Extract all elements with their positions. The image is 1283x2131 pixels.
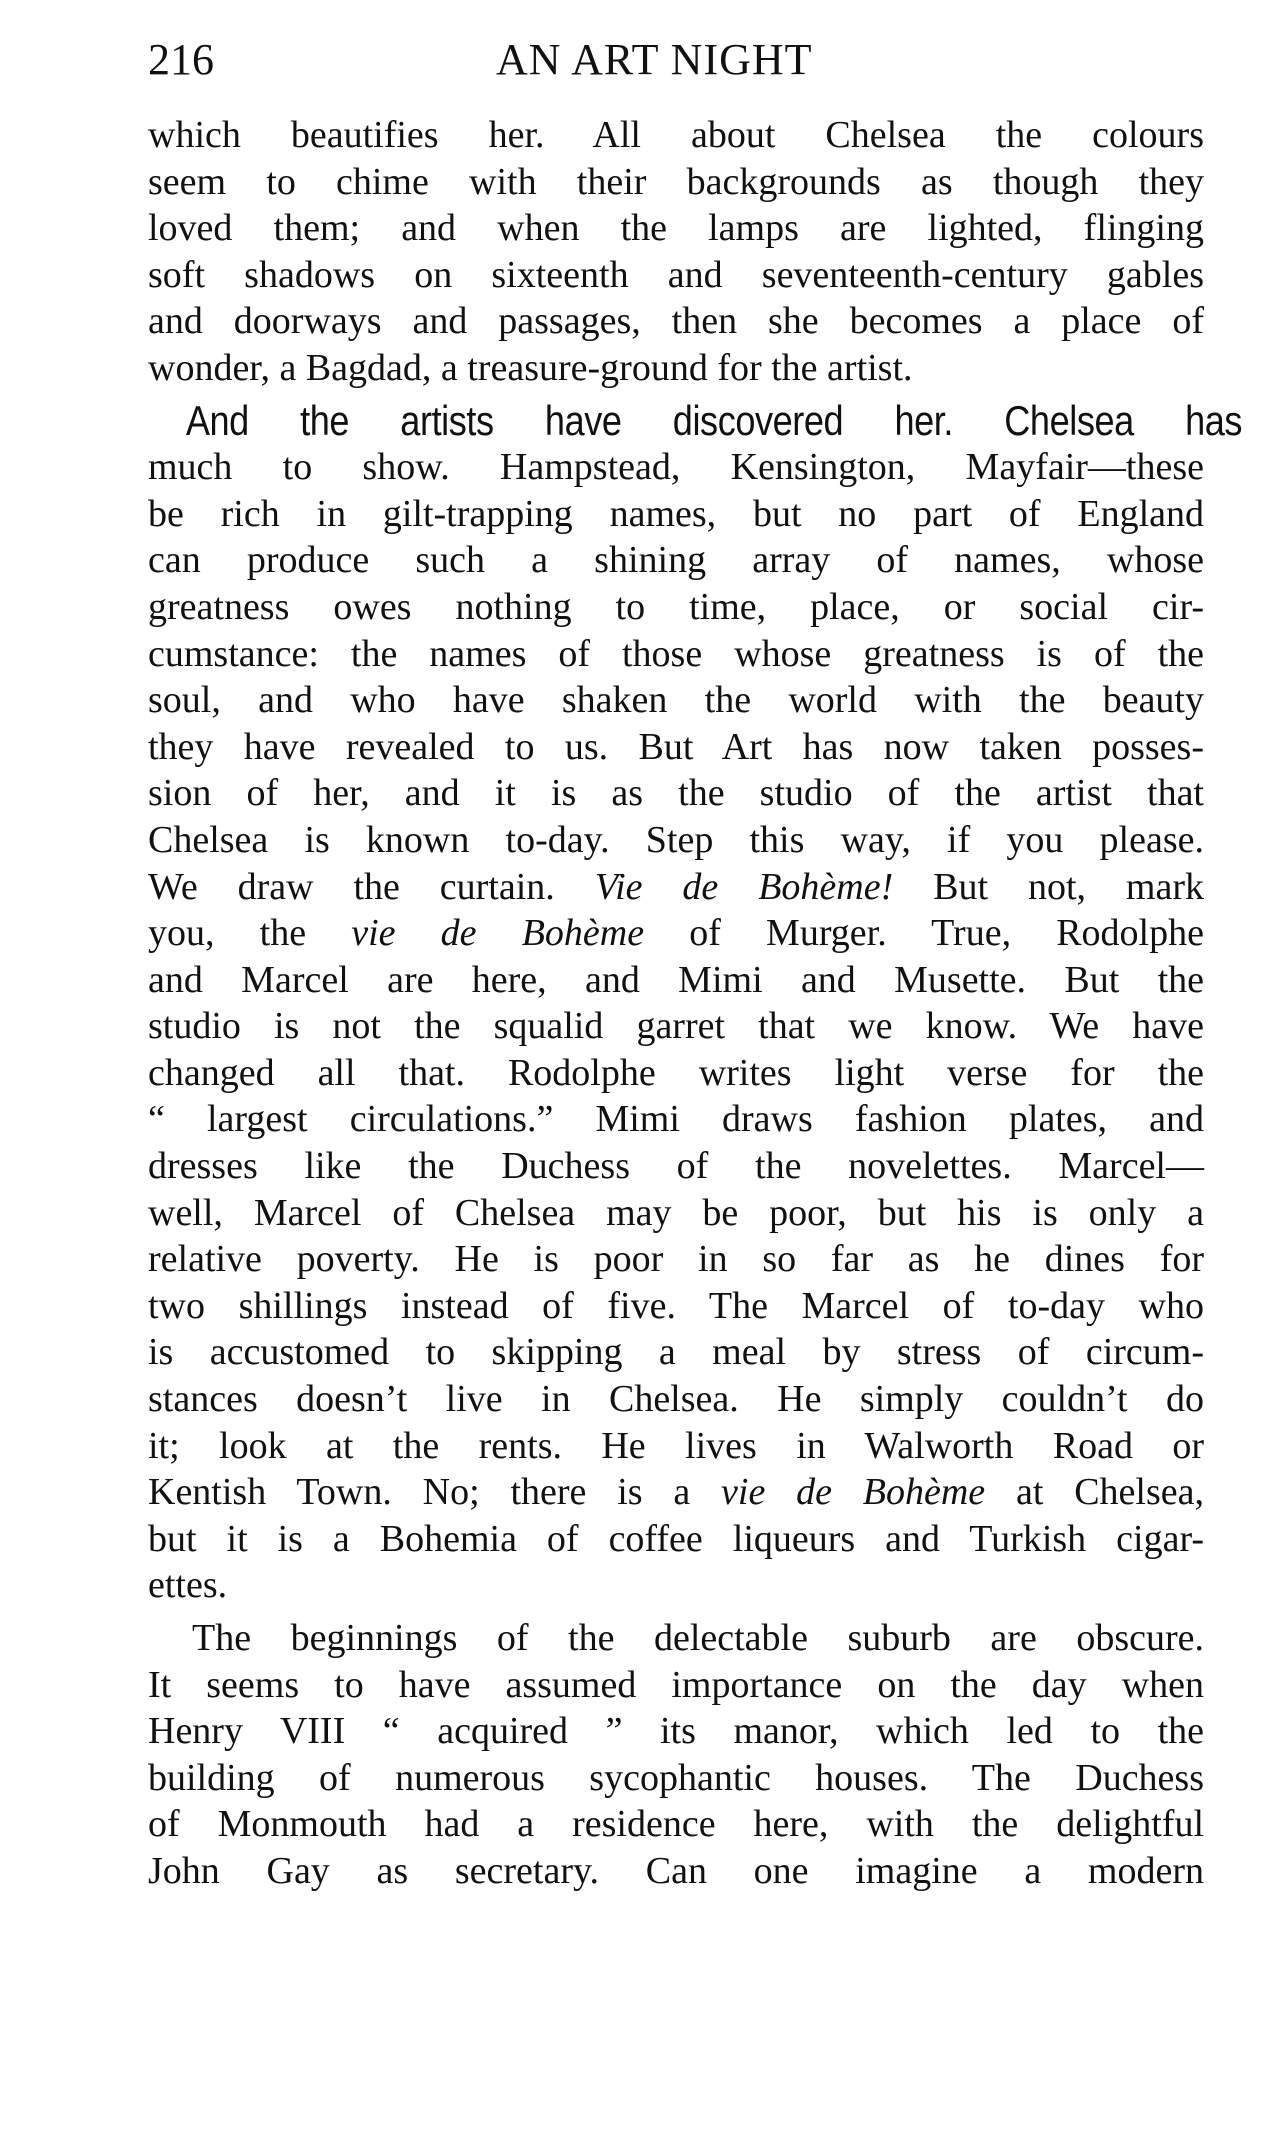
text-line: The beginnings of the delectable suburb are obscure.: [192, 1617, 1204, 1659]
text-run: But not, mark: [893, 865, 1205, 908]
text-line: is accustomed to skipping a meal by stress of circum-: [148, 1331, 1204, 1374]
page-number: 216: [148, 35, 214, 84]
text-line: well, Marcel of Chelsea may be poor, but his is only a: [148, 1191, 1204, 1234]
body-text: [148, 112, 1243, 1895]
text-line: be rich in gilt-trapping names, but no part of England: [148, 492, 1204, 535]
text-line: greatness owes nothing to time, place, or social cir-: [148, 585, 1204, 628]
text-line: but it is a Bohemia of coffee liqueurs and Turkish cigar-: [148, 1517, 1204, 1560]
text-line: sion of her, and it is as the studio of the artist that: [148, 772, 1204, 815]
text-line: “ largest circulations.” Mimi draws fashion plates, and: [148, 1098, 1204, 1141]
text-line: much to show. Hampstead, Kensington, Mayfair—these: [148, 446, 1204, 489]
text-line: relative poverty. He is poor in so far as he dines for: [148, 1238, 1204, 1281]
text-line: wonder, a Bagdad, a treasure-ground for the artist.: [148, 346, 913, 389]
text-line: studio is not the squalid garret that we know. We have: [148, 1005, 1204, 1048]
running-title: AN ART NIGHT: [496, 35, 813, 84]
text-run: you, the: [148, 912, 352, 955]
running-header: [148, 30, 1204, 90]
text-run: We draw the curtain.: [148, 865, 595, 908]
text-line: Chelsea is known to-day. Step this way, if you please.: [148, 818, 1204, 861]
text-line: can produce such a shining array of names, whose: [148, 539, 1204, 582]
text-line: dresses like the Duchess of the novelettes. Marcel—: [148, 1145, 1204, 1188]
text-line: seem to chime with their backgrounds as though they: [148, 160, 1204, 203]
text-line: it; look at the rents. He lives in Walworth Road or: [148, 1424, 1204, 1467]
text-line: changed all that. Rodolphe writes light verse for the: [148, 1051, 1204, 1094]
text-line: and doorways and passages, then she becomes a place of: [148, 300, 1204, 343]
text-line: [148, 1469, 1204, 1516]
text-line: of Monmouth had a residence here, with the delightful: [148, 1803, 1204, 1846]
text-line: soft shadows on sixteenth and seventeenth-century gables: [148, 253, 1204, 296]
text-line: Henry VIII “ acquired ” its manor, which led to the: [148, 1710, 1204, 1753]
text-line: ettes.: [148, 1564, 228, 1607]
text-line: they have revealed to us. But Art has now taken posses-: [148, 725, 1204, 768]
text-run: of Murger. True, Rodolphe: [644, 912, 1204, 955]
text-line: and Marcel are here, and Mimi and Musette. But the: [148, 958, 1204, 1001]
text-line: stances doesn’t live in Chelsea. He simply couldn’t do: [148, 1378, 1204, 1421]
text-line: building of numerous sycophantic houses. The Duchess: [148, 1756, 1204, 1799]
text-line: which beautifies her. All about Chelsea the colours: [148, 114, 1204, 156]
text-line: It seems to have assumed importance on the day when: [148, 1663, 1204, 1706]
text-run: Kentish Town. No; there is a: [148, 1471, 722, 1514]
text-run: at Chelsea,: [985, 1471, 1204, 1514]
text-line: [148, 910, 1204, 957]
text-line: John Gay as secretary. Can one imagine a modern: [148, 1849, 1204, 1892]
italic-phrase: vie de Bohème: [351, 912, 645, 955]
italic-phrase: Vie de Bohème!: [594, 865, 894, 908]
text-line: loved them; and when the lamps are lighted, flinging: [148, 207, 1204, 250]
text-line: two shillings instead of five. The Marcel of to-day who: [148, 1284, 1204, 1327]
text-line: And the artists have discovered her. Chelsea has: [185, 396, 1243, 444]
text-line: [148, 864, 1204, 911]
text-line: cumstance: the names of those whose greatness is of the: [148, 632, 1204, 675]
italic-phrase: vie de Bohème: [721, 1471, 986, 1514]
text-line: soul, and who have shaken the world with the beauty: [148, 679, 1204, 722]
